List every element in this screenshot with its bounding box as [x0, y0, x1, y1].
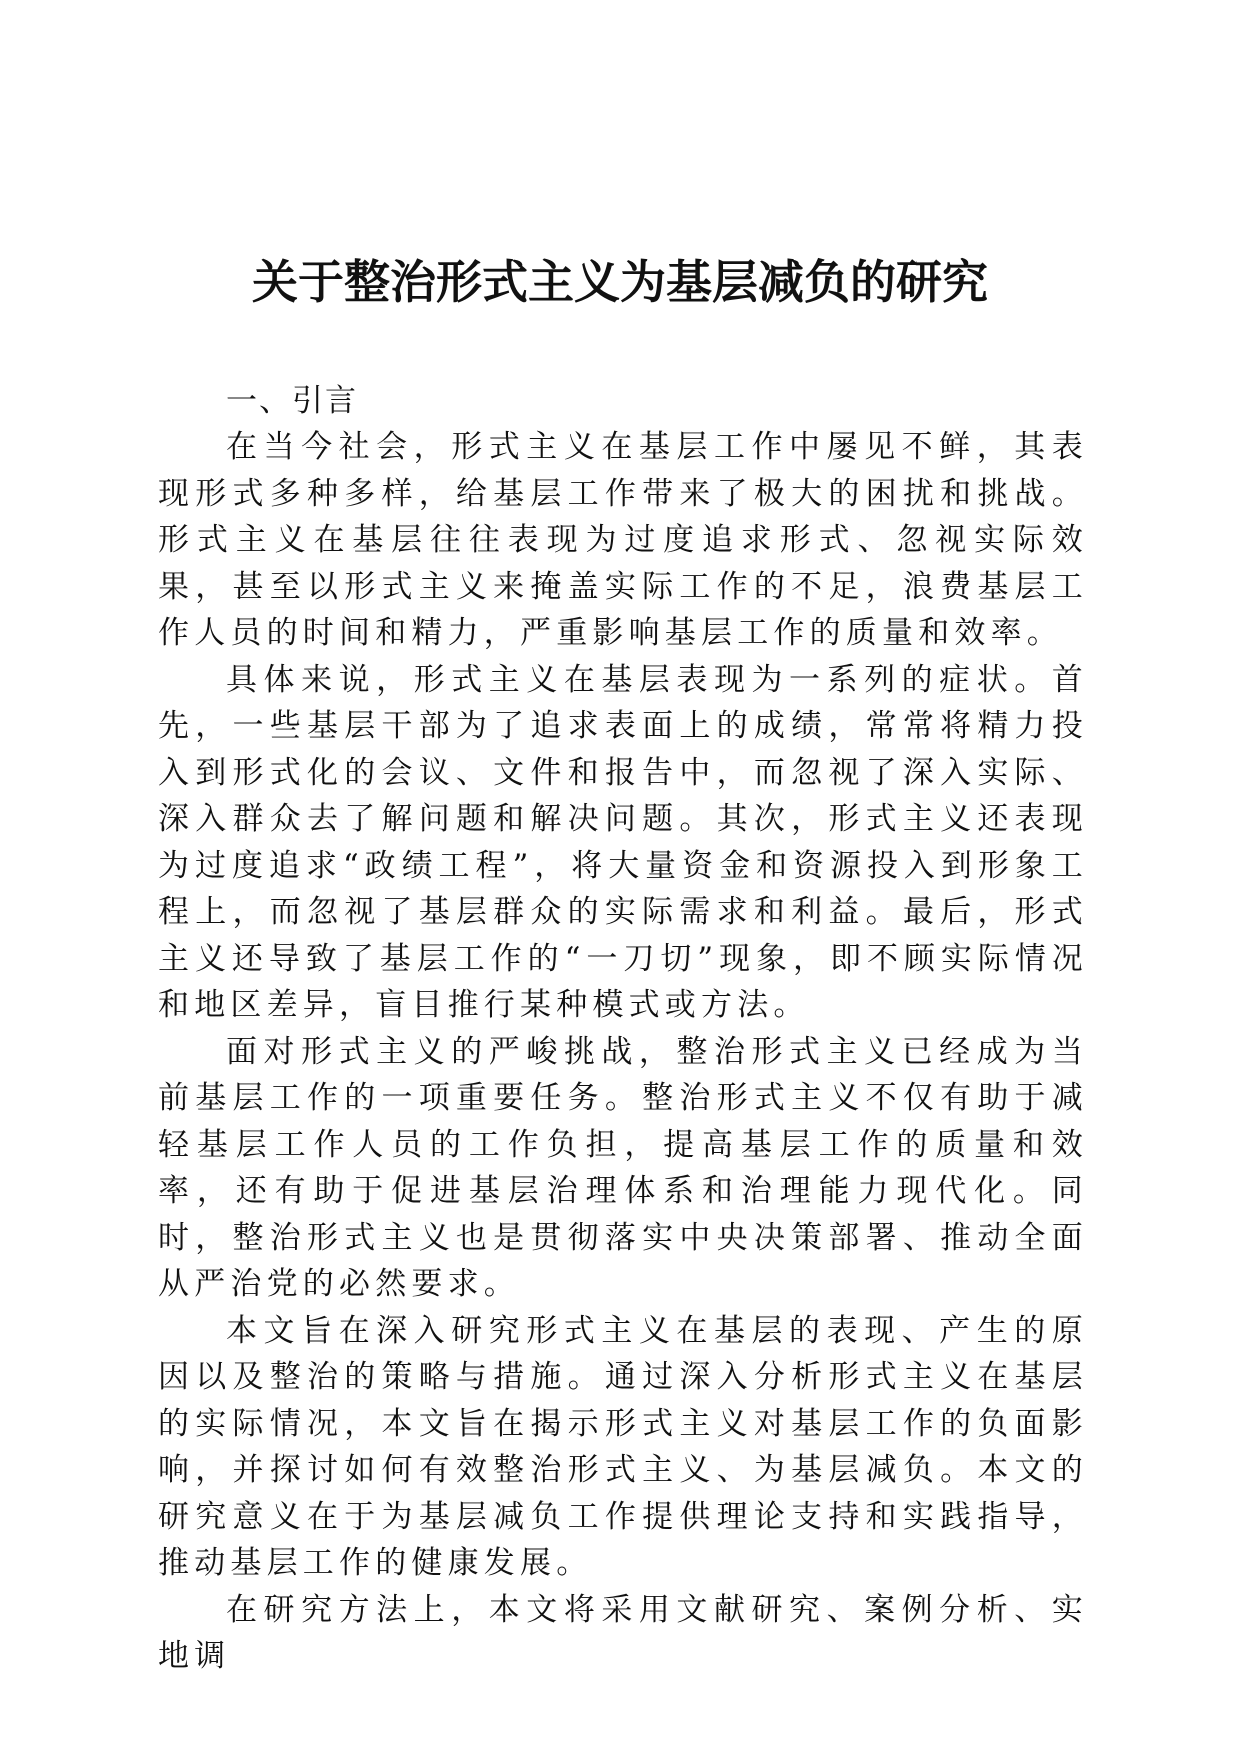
paragraph: 面对形式主义的严峻挑战，整治形式主义已经成为当前基层工作的一项重要任务。整治形式主义不仅有助于减轻基层工作人员的工作负担，提高基层工作的质量和效率，还有助于促进基层治理体系和治理能力现代化。同时，整治形式主义也是贯彻落实中央决策部署、推动全面从严治党的必然要求。	[158, 1033, 1088, 1302]
section-heading: 一、引言	[226, 383, 358, 419]
paragraph: 本文旨在深入研究形式主义在基层的表现、产生的原因以及整治的策略与措施。通过深入分析形式主义在基层的实际情况，本文旨在揭示形式主义对基层工作的负面影响，并探讨如何有效整治形式主义、为基层减负。本文的研究意义在于为基层减负工作提供理论支持和实践指导，推动基层工作的健康发展。	[158, 1312, 1088, 1581]
document-title: 关于整治形式主义为基层减负的研究	[252, 255, 988, 309]
paragraph: 具体来说，形式主义在基层表现为一系列的症状。首先，一些基层干部为了追求表面上的成绩，常常将精力投入到形式化的会议、文件和报告中，而忽视了深入实际、深入群众去了解问题和解决问题。其次，形式主义还表现为过度追求“政绩工程”，将大量资金和资源投入到形象工程上，而忽视了基层群众的实际需求和利益。最后，形式主义还导致了基层工作的“一刀切”现象，即不顾实际情况和地区差异，盲目推行某种模式或方法。	[158, 661, 1088, 1023]
paragraph: 在当今社会，形式主义在基层工作中屡见不鲜，其表现形式多种多样，给基层工作带来了极大的困扰和挑战。形式主义在基层往往表现为过度追求形式、忽视实际效果，甚至以形式主义来掩盖实际工作的不足，浪费基层工作人员的时间和精力，严重影响基层工作的质量和效率。	[158, 429, 1088, 651]
document-body	[158, 378, 1088, 1680]
paragraph: 在研究方法上，本文将采用文献研究、案例分析、实地调	[158, 1591, 1088, 1674]
